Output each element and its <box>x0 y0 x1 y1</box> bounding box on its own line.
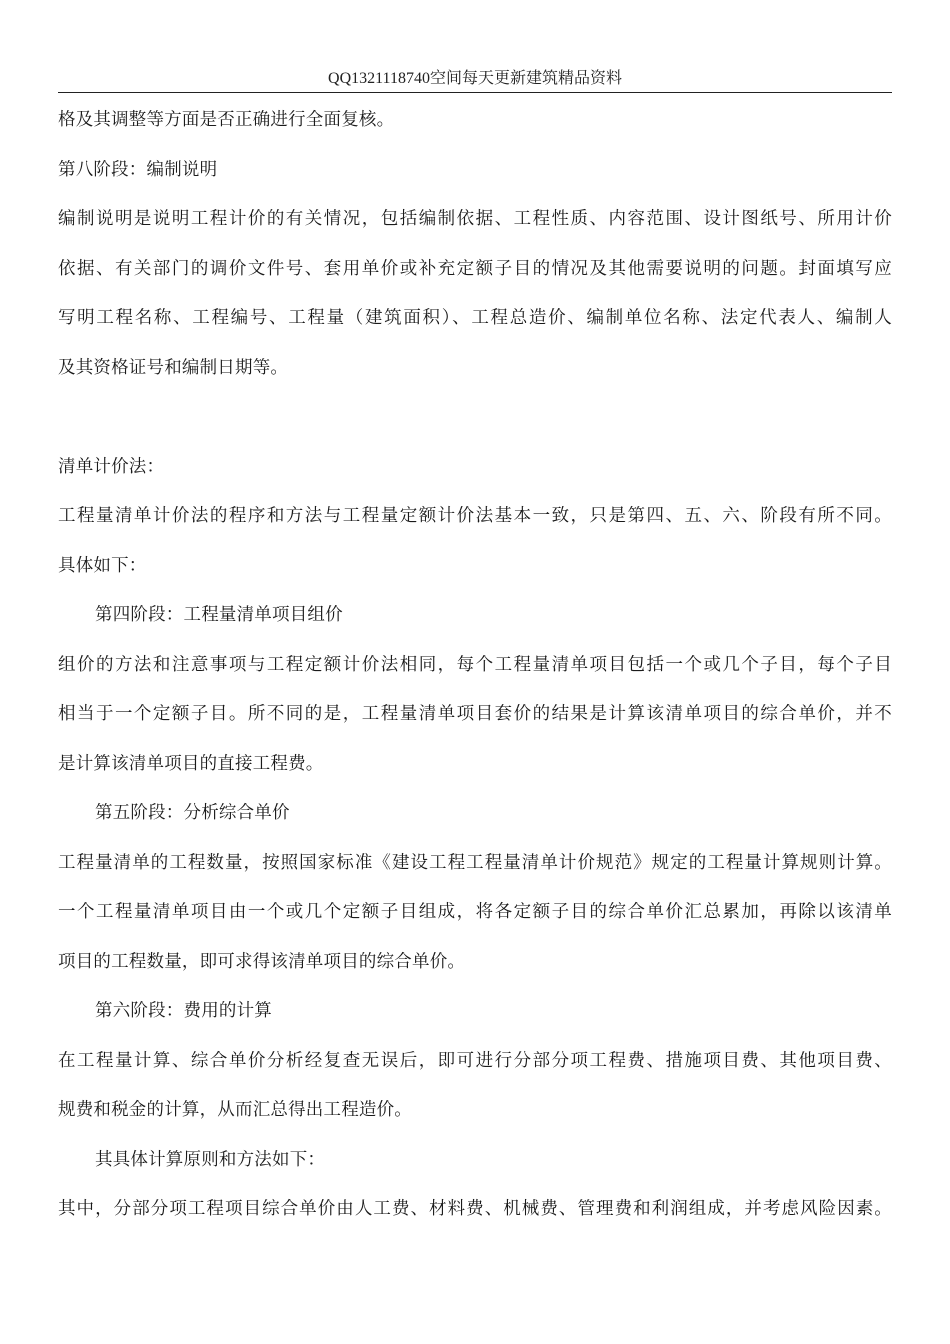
paragraph-line: 相当于一个定额子目。所不同的是，工程量清单项目套价的结果是计算该清单项目的综合单价，并不 <box>58 704 892 724</box>
page-header: QQ1321118740空间每天更新建筑精品资料 <box>58 66 892 93</box>
section-heading: 第五阶段：分析综合单价 <box>95 803 290 823</box>
paragraph-line: 工程量清单的工程数量，按照国家标准《建设工程工程量清单计价规范》规定的工程量计算规则计算。 <box>58 852 892 873</box>
paragraph-line: 一个工程量清单项目由一个或几个定额子目组成，将各定额子目的综合单价汇总累加，再除以该清单 <box>58 902 892 922</box>
paragraph-line: 在工程量计算、综合单价分析经复查无误后，即可进行分部分项工程费、措施项目费、其他项目费、 <box>58 1050 892 1071</box>
document-body <box>58 96 892 1235</box>
section-heading: 第六阶段：费用的计算 <box>95 1001 272 1021</box>
paragraph-line: 具体如下： <box>58 555 147 576</box>
paragraph-line: 组价的方法和注意事项与工程定额计价法相同，每个工程量清单项目包括一个或几个子目，每个子目 <box>58 654 892 675</box>
paragraph-line: 及其资格证号和编制日期等。 <box>58 357 289 378</box>
paragraph-line: 写明工程名称、工程编号、工程量（建筑面积）、工程总造价、编制单位名称、法定代表人、编制人 <box>58 308 892 328</box>
section-heading: 清单计价法： <box>58 456 165 477</box>
section-heading: 第四阶段：工程量清单项目组价 <box>95 605 343 625</box>
paragraph-line: 其具体计算原则和方法如下： <box>95 1149 326 1170</box>
paragraph-line: 工程量清单计价法的程序和方法与工程量定额计价法基本一致，只是第四、五、六、阶段有所不同。 <box>58 506 892 526</box>
blank-gap <box>58 393 892 443</box>
paragraph-line: 依据、有关部门的调价文件号、套用单价或补充定额子目的情况及其他需要说明的问题。封面填写应 <box>58 258 892 279</box>
paragraph-line: 规费和税金的计算，从而汇总得出工程造价。 <box>58 1100 412 1120</box>
paragraph-line: 编制说明是说明工程计价的有关情况，包括编制依据、工程性质、内容范围、设计图纸号、所用计价 <box>58 209 892 229</box>
paragraph-line: 格及其调整等方面是否正确进行全面复核。 <box>58 110 395 130</box>
paragraph-line: 其中，分部分项工程项目综合单价由人工费、材料费、机械费、管理费和利润组成，并考虑风险因素。 <box>58 1199 892 1219</box>
section-heading: 第八阶段：编制说明 <box>58 159 218 180</box>
paragraph-line: 项目的工程数量，即可求得该清单项目的综合单价。 <box>58 951 466 972</box>
paragraph-line: 是计算该清单项目的直接工程费。 <box>58 753 324 774</box>
